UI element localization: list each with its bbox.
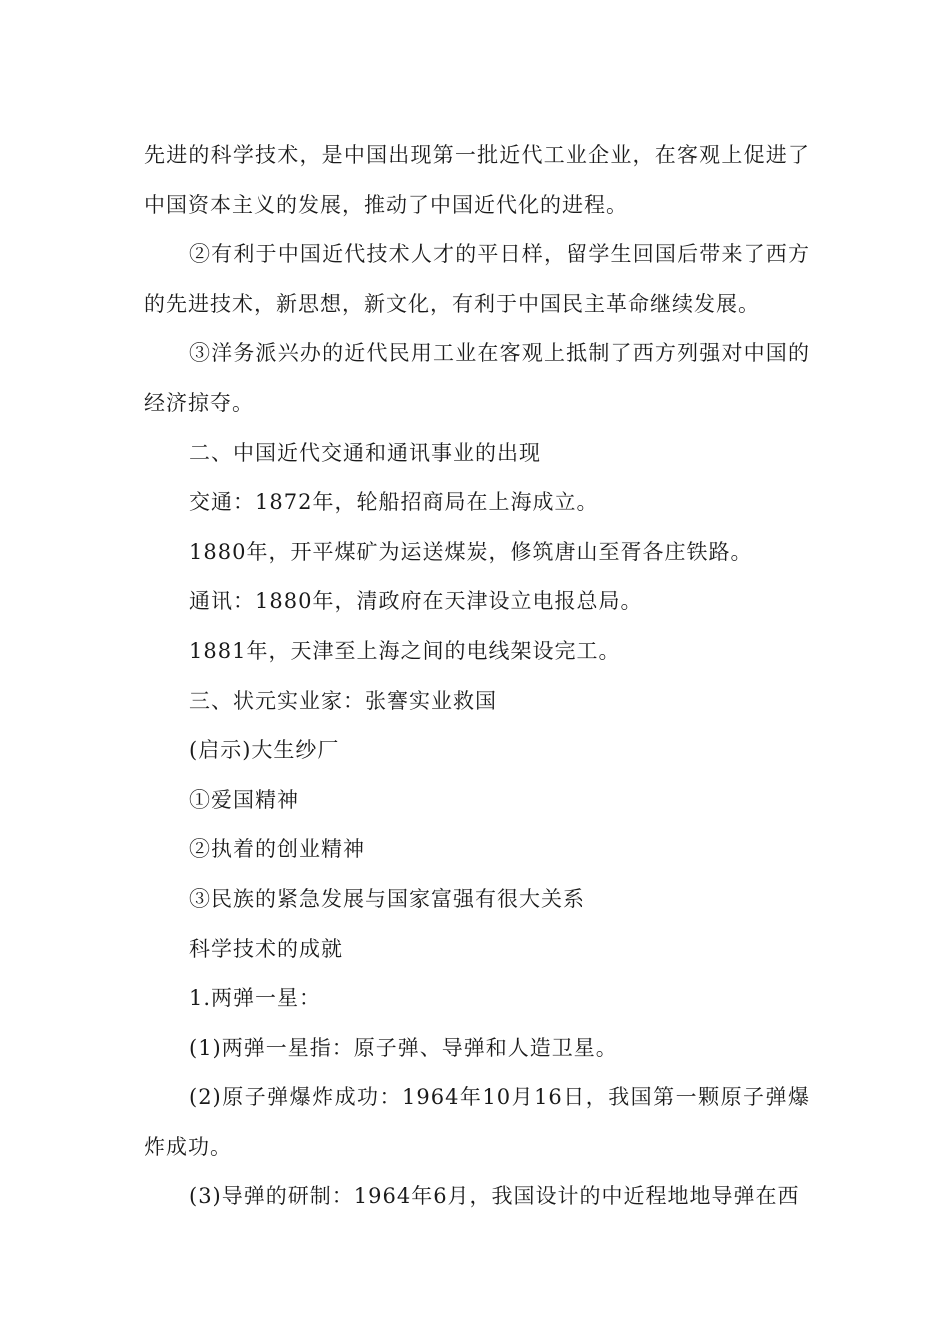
paragraph: (启示)大生纱厂 xyxy=(189,738,340,763)
list-item: ①爱国精神 xyxy=(189,787,299,812)
paragraph: 1881年，天津至上海之间的电线架设完工。 xyxy=(189,638,621,663)
list-item: ③民族的紧急发展与国家富强有很大关系 xyxy=(189,886,585,911)
paragraph: 1880年，开平煤矿为运送煤炭，修筑唐山至胥各庄铁路。 xyxy=(189,539,753,564)
document-body xyxy=(144,131,810,1222)
paragraph: (2)原子弹爆炸成功：1964年10月16日，我国第一颗原子弹爆炸成功。 xyxy=(144,1085,810,1159)
section-heading: 二、中国近代交通和通讯事业的出现 xyxy=(189,440,541,465)
paragraph: (1)两弹一星指：原子弹、导弹和人造卫星。 xyxy=(189,1035,618,1060)
paragraph: ③洋务派兴办的近代民用工业在客观上抵制了西方列强对中国的经济掠夺。 xyxy=(144,341,810,415)
paragraph: 交通：1872年，轮船招商局在上海成立。 xyxy=(189,490,599,515)
paragraph: ②有利于中国近代技术人才的平日样，留学生回国后带来了西方的先进技术，新思想，新文化，有利于中国民主革命继续发展。 xyxy=(144,242,810,316)
section-heading: 科学技术的成就 xyxy=(189,936,343,961)
list-item: ②执着的创业精神 xyxy=(189,837,365,862)
paragraph: 先进的科学技术，是中国出现第一批近代工业企业，在客观上促进了中国资本主义的发展，推动了中国近代化的进程。 xyxy=(144,143,810,217)
paragraph: (3)导弹的研制：1964年6月，我国设计的中近程地地导弹在西 xyxy=(189,1184,800,1209)
paragraph: 1.两弹一星： xyxy=(189,986,322,1011)
paragraph: 通讯：1880年，清政府在天津设立电报总局。 xyxy=(189,589,643,614)
section-heading: 三、状元实业家：张謇实业救国 xyxy=(189,688,497,713)
